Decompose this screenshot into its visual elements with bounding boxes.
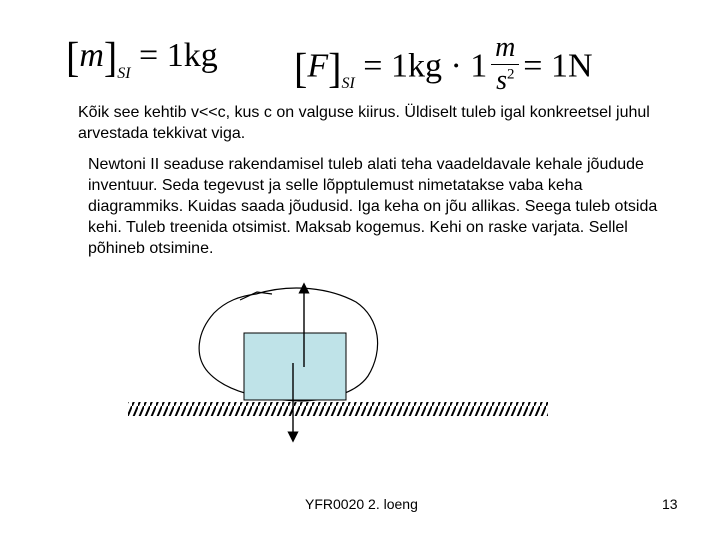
page-number: 13: [662, 496, 678, 512]
force-symbol: F: [307, 47, 329, 85]
mass-symbol: m: [79, 36, 104, 74]
fraction-denominator: $s^2$: [496, 65, 515, 96]
formula-si-mass: $[m]_{SI} = 1kg$: [66, 33, 218, 82]
fraction-numerator: m: [495, 32, 516, 63]
newton-paragraph: Newtoni II seaduse rakendamisel tuleb alati teha vaadeldavale kehale jõudude inventuur. Seda tegevust ja selle lõpptulemust nimetatakse vaba keha diagrammiks. Kuidas saada jõudusid. Iga keha on jõu allikas. Seega tuleb otsida kehi. Tuleb treenida otsimist. Maksab kogemus. Kehi on raske varjata. Sellel põhineb otsimine.: [88, 156, 658, 257]
block: [244, 333, 346, 400]
formula-si-force: $[F]_{SI} = 1kg \cdot 1$ $\frac{m}{s^2}$ = 1N: [294, 32, 593, 96]
validity-paragraph: Kõik see kehtib v<<c, kus c on valguse kiirus. Üldiselt tuleb igal konkreetsel juhul arvestada tekkivat viga.: [78, 104, 650, 142]
mass-subscript: SI: [117, 64, 131, 82]
footer-course-title: YFR0020 2. loeng: [305, 496, 418, 512]
force-rhs-part2: = 1N: [523, 47, 593, 85]
force-rhs-part1: = 1kg · 1: [363, 47, 488, 85]
mass-rhs: = 1kg: [139, 36, 218, 74]
fraction-exponent: 2: [506, 66, 515, 83]
force-subscript: SI: [341, 75, 355, 93]
ground-hatch: [128, 402, 548, 416]
